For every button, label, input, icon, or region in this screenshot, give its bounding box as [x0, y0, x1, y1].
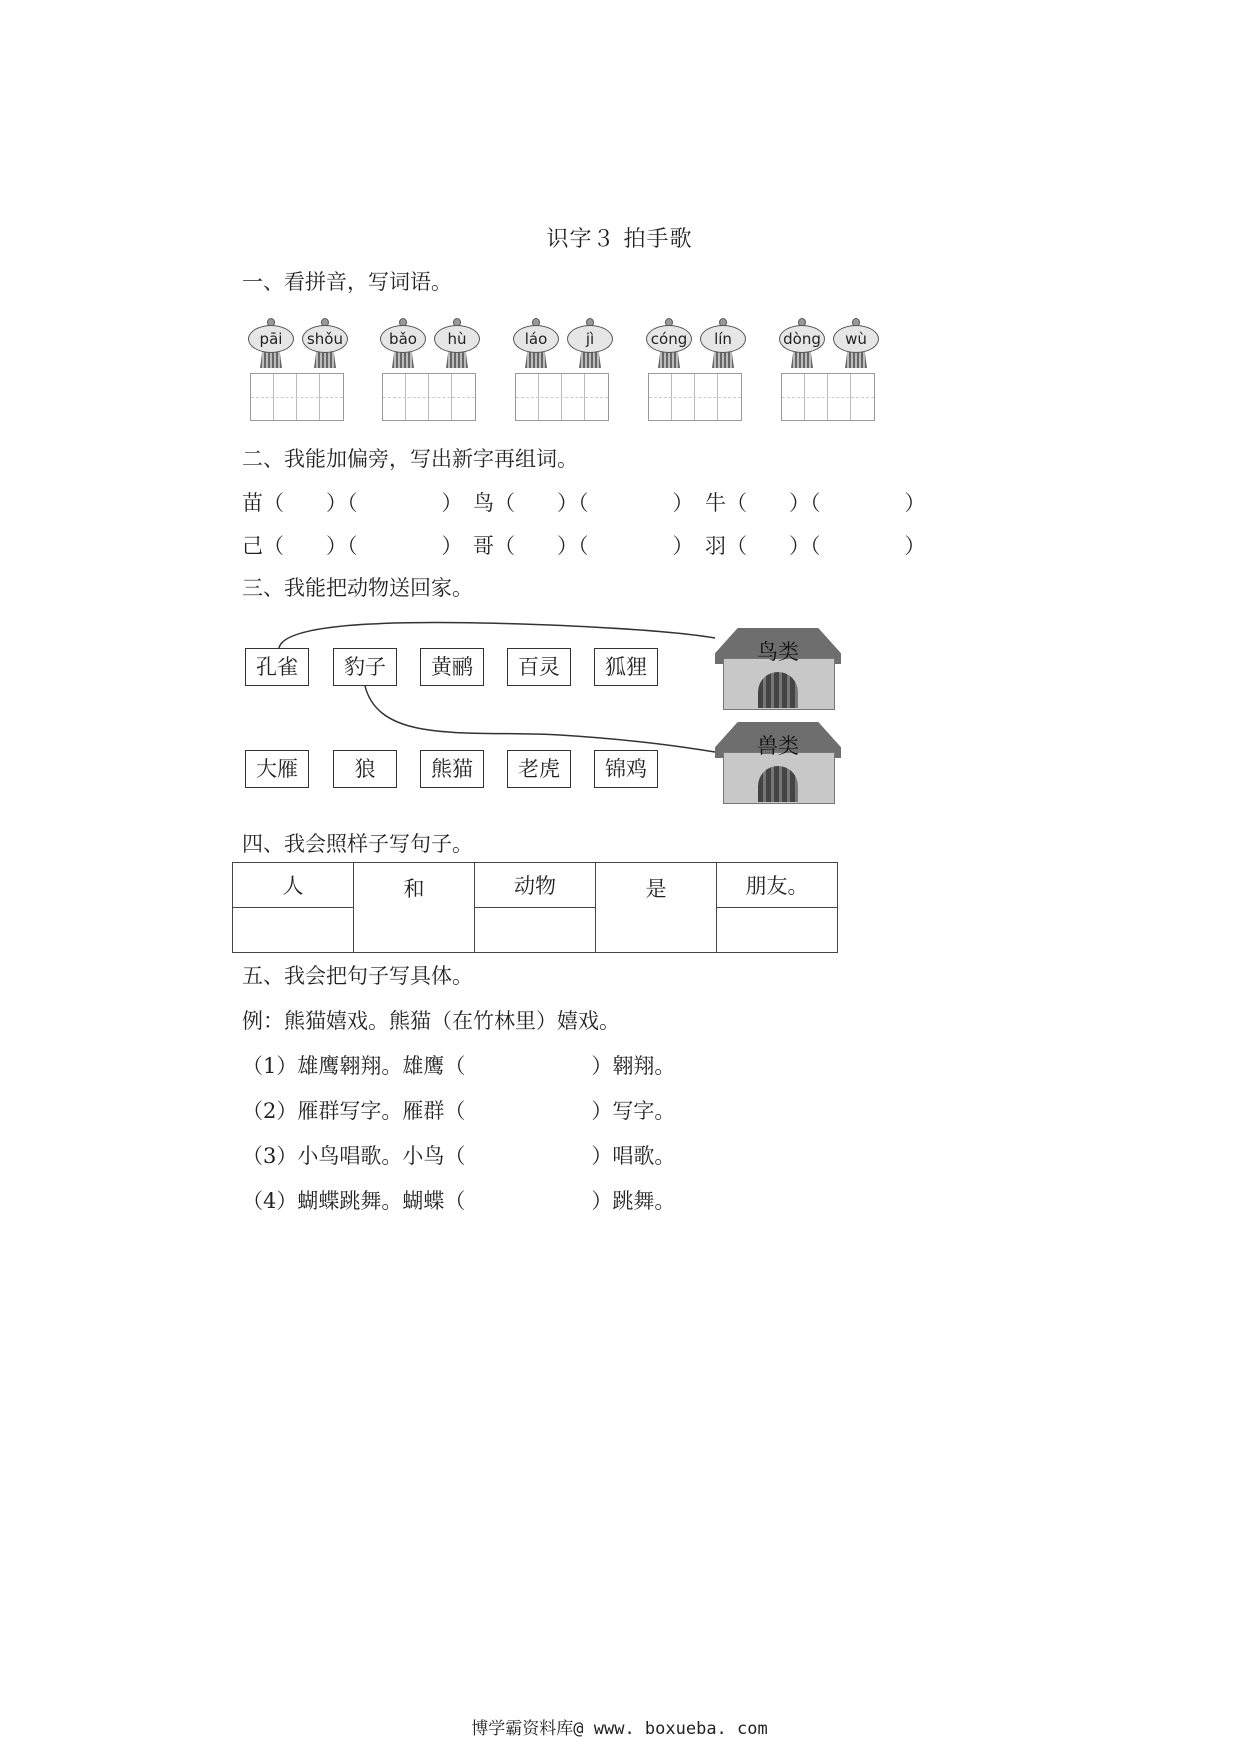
door-icon: [758, 766, 798, 802]
section1-heading: 一、看拼音，写词语。: [242, 270, 452, 294]
sentence-cell: 和: [354, 863, 475, 953]
pinyin-label: dòng: [779, 325, 825, 353]
animal-box[interactable]: 大雁: [245, 750, 309, 788]
section3-heading: 三、我能把动物送回家。: [242, 576, 473, 600]
pinyin-label: bǎo: [380, 325, 426, 353]
exercise-item: （2）雁群写字。雁群（ ）写字。: [242, 1099, 676, 1123]
animal-box[interactable]: 老虎: [507, 750, 571, 788]
pinyin-label: jì: [567, 325, 613, 353]
pinyin-label: shǒu: [302, 325, 348, 353]
animal-box[interactable]: 百灵: [507, 648, 571, 686]
sentence-cell: 是: [596, 863, 717, 953]
animal-box[interactable]: 黄鹂: [420, 648, 484, 686]
radical-item: 哥（ ）（ ）: [473, 534, 694, 558]
section4-heading: 四、我会照样子写句子。: [242, 832, 473, 856]
exercise-item: （3）小鸟唱歌。小鸟（ ）唱歌。: [242, 1144, 676, 1168]
pinyin-label: lín: [700, 325, 746, 353]
radical-item: 己（ ）（ ）: [242, 534, 463, 558]
answer-cell[interactable]: [475, 908, 596, 953]
sentence-cell: 人: [233, 863, 354, 908]
house-label: 兽类: [757, 734, 799, 758]
radical-item: 苗（ ）（ ）: [242, 491, 463, 515]
sentence-cell: 朋友。: [717, 863, 838, 908]
pinyin-label: hù: [434, 325, 480, 353]
sentence-table: [232, 862, 838, 953]
answer-cell[interactable]: [233, 908, 354, 953]
footer-watermark: 博学霸资料库@ www. boxueba. com: [471, 1719, 768, 1739]
sentence-cell: 动物: [475, 863, 596, 908]
pinyin-label: wù: [833, 325, 879, 353]
exercise-item: （1）雄鹰翱翔。雄鹰（ ）翱翔。: [242, 1054, 676, 1078]
answer-cell[interactable]: [717, 908, 838, 953]
page-title: 识字３ 拍手歌: [546, 227, 693, 252]
pinyin-label: láo: [513, 325, 559, 353]
animal-box[interactable]: 孔雀: [245, 648, 309, 686]
house-beasts[interactable]: [715, 722, 841, 802]
pinyin-label: pāi: [248, 325, 294, 353]
pinyin-label: cóng: [646, 325, 692, 353]
animal-box[interactable]: 狼: [333, 750, 397, 788]
radical-item: 鸟（ ）（ ）: [473, 491, 694, 515]
exercise-item: （4）蝴蝶跳舞。蝴蝶（ ）跳舞。: [242, 1189, 676, 1213]
animal-box[interactable]: 锦鸡: [594, 750, 658, 788]
example-sentence: 例：熊猫嬉戏。熊猫（在竹林里）嬉戏。: [242, 1009, 620, 1033]
section2-heading: 二、我能加偏旁，写出新字再组词。: [242, 447, 578, 471]
radical-item: 羽（ ）（ ）: [705, 534, 926, 558]
animal-box[interactable]: 狐狸: [594, 648, 658, 686]
section5-heading: 五、我会把句子写具体。: [242, 964, 473, 988]
house-label: 鸟类: [757, 640, 799, 664]
animal-box[interactable]: 豹子: [333, 648, 397, 686]
door-icon: [758, 672, 798, 708]
house-birds[interactable]: [715, 628, 841, 708]
radical-item: 牛（ ）（ ）: [705, 491, 926, 515]
animal-box[interactable]: 熊猫: [420, 750, 484, 788]
